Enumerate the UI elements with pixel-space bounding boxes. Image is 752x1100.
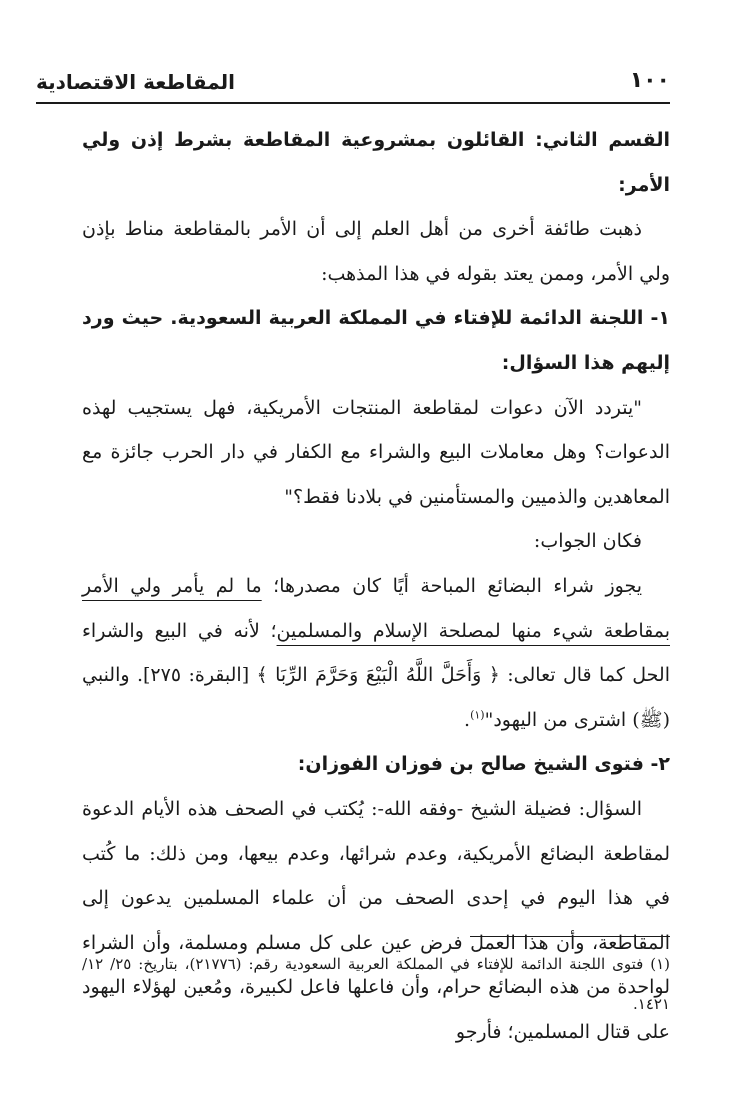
answer-label: فكان الجواب: xyxy=(533,530,642,553)
intro-paragraph: ذهبت طائفة أخرى من أهل العلم إلى أن الأمر بالمقاطعة مناط بإذن ولي الأمر، وممن يعتد بقوله في هذا المذهب: xyxy=(82,218,670,285)
section-heading: القسم الثاني: القائلون بمشروعية المقاطعة بشرط إذن ولي الأمر: xyxy=(82,129,670,196)
question1-paragraph: "يتردد الآن دعوات لمقاطعة المنتجات الأمريكية، فهل يستجيب لهذه الدعوات؟ وهل معاملات البيع والشراء مع الكفار في دار الحرب جائزة مع المعاهدين والذميين والمستأمنين في بلادنا فقط؟" xyxy=(82,396,670,508)
answer-text-end: . xyxy=(464,708,471,731)
item2-heading: ٢- فتوى الشيخ صالح بن فوزان الفوزان: xyxy=(297,753,670,776)
running-title: المقاطعة الاقتصادية xyxy=(36,70,236,94)
footnote-reference[interactable]: (١) xyxy=(470,708,485,722)
underlined-answer: ما لم يأمر ولي الأمر بمقاطعة شيء منها لمصلحة الإسلام والمسلمين xyxy=(82,574,670,642)
item1-heading: ١- اللجنة الدائمة للإفتاء في المملكة العربية السعودية. حيث ورد إليهم هذا السؤال: xyxy=(82,307,670,374)
answer-text-start: يجوز شراء البضائع المباحة أيًا كان مصدرها؛ xyxy=(261,574,642,597)
footnotes xyxy=(82,944,670,1024)
answer-paragraph xyxy=(82,564,670,742)
page-header xyxy=(36,62,670,104)
footnote-1: (١) فتوى اللجنة الدائمة للإفتاء في المملكة العربية السعودية رقم: (٢١٧٧٦)، بتاريخ: ٢٥/ ١٢/ ١٤٢١. xyxy=(82,955,671,1013)
question2-paragraph: السؤال: فضيلة الشيخ -وفقه الله-: يُكتب في الصحف هذه الأيام الدعوة لمقاطعة البضائع الأمريكية، وعدم شرائها، وعدم بيعها، ومن ذلك: ما كُتب في هذا اليوم في إحدى الصحف من أن علماء المسلمين يدعون إلى المقاطعة، وأن هذا العمل فرض عين على كل مسلم ومسلمة، وأن الشراء لواحدة من هذه البضائع حرام، وأن فاعلها فاعل لكبيرة، ومُعين لهؤلاء اليهود على قتال المسلمين؛ فأرجو xyxy=(82,797,670,1043)
answer-text-rest: ؛ لأنه في البيع والشراء الحل كما قال تعالى: ﴿ وَأَحَلَّ اللَّهُ الْبَيْعَ وَحَرَّمَ الرِّبَا ﴾ [البقرة: ٢٧٥]. والنبي (ﷺ) اشترى من اليهود" xyxy=(82,619,670,731)
main-text xyxy=(82,118,670,1054)
footnote-divider xyxy=(470,936,670,937)
page-number: ١٠٠ xyxy=(629,68,670,93)
